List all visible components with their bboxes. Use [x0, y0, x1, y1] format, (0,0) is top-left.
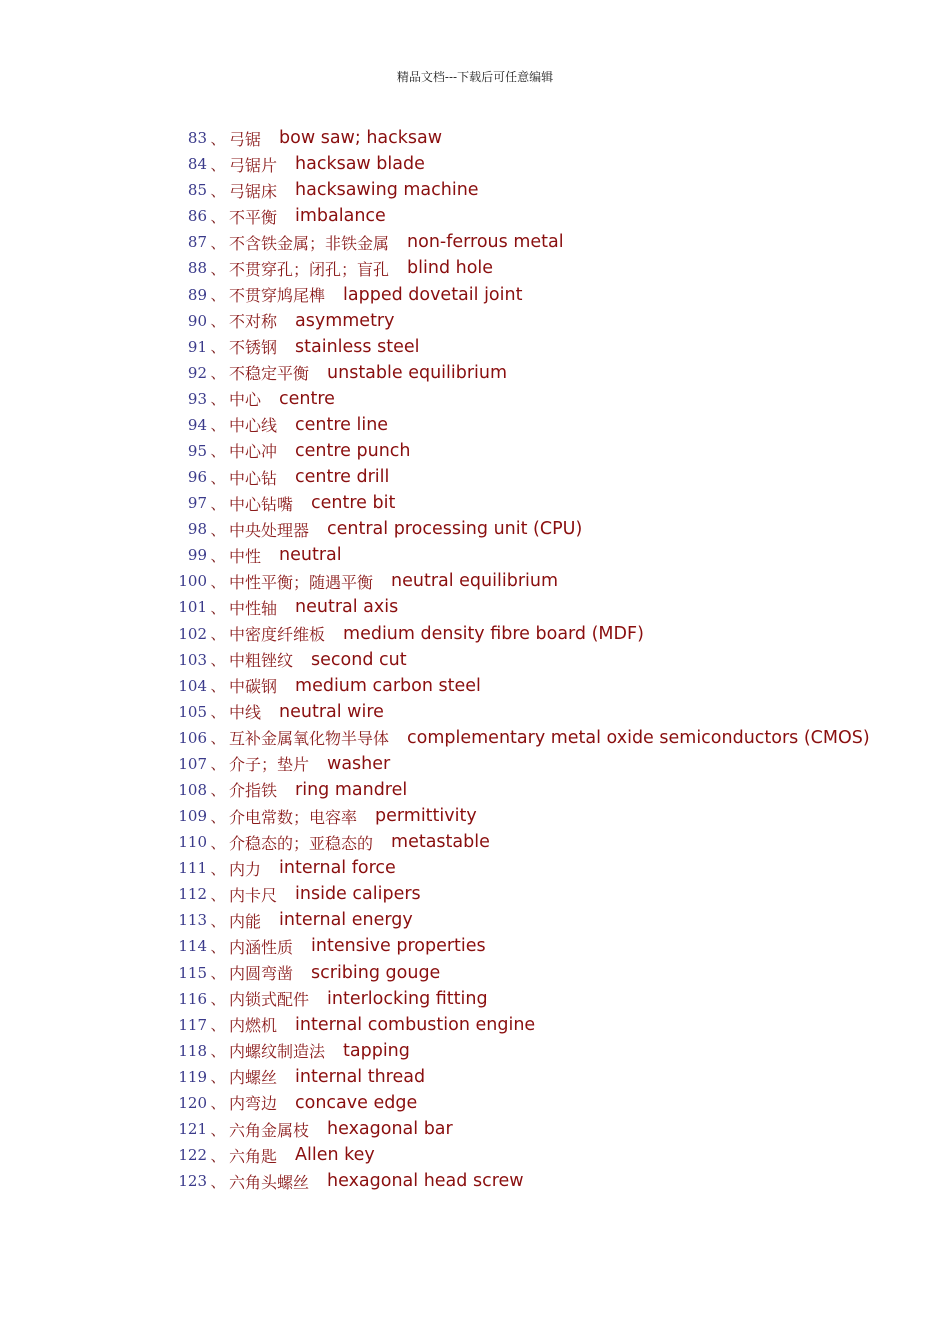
entry-number: 95 [187, 441, 207, 460]
entry-chinese-term: 不对称 [229, 312, 278, 332]
entry-chinese-term: 六角金属枝 [229, 1120, 310, 1140]
entry-english-term: asymmetry [295, 310, 395, 331]
entry-chinese-term: 中密度纤维板 [229, 625, 326, 645]
entry-chinese-term: 介指铁 [229, 781, 278, 801]
entry-english-term: neutral axis [295, 597, 399, 618]
entry-separator: 、 [210, 755, 226, 774]
entry-chinese-term: 内力 [229, 859, 262, 879]
entry-number: 116 [178, 989, 207, 1008]
entry-chinese-term: 不稳定平衡 [229, 364, 310, 384]
entry-chinese-term: 弓锯片 [229, 155, 278, 175]
entry-separator: 、 [210, 729, 226, 748]
glossary-entry [0, 673, 950, 699]
entry-number: 96 [187, 468, 207, 487]
entry-english-term: metastable [391, 832, 490, 853]
entry-english-term: internal combustion engine [295, 1014, 536, 1035]
entry-number: 121 [178, 1120, 207, 1138]
entry-english-term: internal force [279, 858, 396, 879]
entry-english-term: centre line [295, 414, 389, 435]
glossary-entry [0, 386, 950, 412]
entry-chinese-term: 内涵性质 [229, 937, 294, 957]
entry-english-term: interlocking fitting [327, 988, 488, 1009]
entry-number: 122 [178, 1146, 207, 1165]
entry-number: 123 [178, 1172, 207, 1191]
entry-english-term: stainless steel [295, 336, 420, 357]
entry-chinese-term: 内卡尺 [229, 885, 278, 905]
glossary-entry [0, 960, 950, 986]
entry-chinese-term: 中心钻 [229, 468, 278, 488]
entry-separator: 、 [210, 807, 226, 826]
entry-number: 120 [178, 1093, 207, 1112]
entry-number: 88 [187, 259, 207, 278]
glossary-entry [0, 490, 950, 516]
glossary-entry [0, 568, 950, 594]
entry-chinese-term: 中心线 [229, 416, 278, 436]
entry-number: 92 [187, 363, 207, 382]
entry-separator: 、 [210, 937, 226, 956]
entry-separator: 、 [210, 1094, 226, 1113]
entry-separator: 、 [210, 911, 226, 930]
entry-chinese-term: 中性平衡；随遇平衡 [229, 572, 374, 592]
entry-separator: 、 [210, 312, 226, 331]
glossary-entry [0, 1168, 950, 1194]
entry-number: 99 [187, 546, 207, 565]
entry-chinese-term: 不平衡 [229, 207, 278, 227]
entry-english-term: non-ferrous metal [407, 232, 564, 253]
entry-number: 113 [178, 911, 207, 930]
entry-number: 90 [187, 311, 207, 330]
entry-english-term: blind hole [407, 258, 494, 279]
entry-english-term: medium density fibre board (MDF) [343, 623, 644, 644]
entry-chinese-term: 弓锯床 [229, 181, 278, 201]
entry-separator: 、 [210, 781, 226, 800]
entry-number: 98 [187, 520, 207, 539]
entry-english-term: hacksawing machine [295, 180, 479, 201]
entry-number: 93 [187, 389, 207, 408]
entry-separator: 、 [210, 442, 226, 461]
entry-chinese-term: 互补金属氧化物半导体 [229, 729, 390, 749]
entry-number: 108 [178, 780, 207, 799]
entry-separator: 、 [210, 1172, 226, 1191]
entry-number: 112 [178, 885, 207, 904]
page-header: 精品文档---下载后可任意编辑 [396, 70, 554, 84]
entry-separator: 、 [210, 181, 226, 200]
entry-english-term: imbalance [295, 206, 386, 227]
glossary-entry [0, 1142, 950, 1168]
entry-english-term: neutral wire [279, 701, 384, 722]
entry-english-term: hexagonal head screw [327, 1171, 524, 1192]
glossary-entry [0, 1012, 950, 1038]
entry-chinese-term: 中心冲 [229, 442, 278, 462]
entry-number: 114 [178, 937, 207, 956]
glossary-entry [0, 464, 950, 490]
entry-number: 91 [187, 337, 207, 356]
entry-english-term: intensive properties [311, 936, 486, 957]
entry-separator: 、 [210, 1120, 226, 1139]
glossary-entry [0, 542, 950, 568]
entry-separator: 、 [210, 1042, 226, 1061]
entry-separator: 、 [210, 233, 226, 252]
glossary-entry [0, 881, 950, 907]
entry-separator: 、 [210, 651, 226, 670]
entry-chinese-term: 内燃机 [229, 1016, 278, 1036]
entry-number: 94 [187, 415, 207, 434]
entry-chinese-term: 内螺丝 [229, 1068, 278, 1088]
glossary-entry [0, 855, 950, 881]
entry-chinese-term: 内能 [229, 911, 262, 931]
entry-number: 106 [178, 728, 207, 747]
entry-english-term: lapped dovetail joint [343, 284, 523, 305]
glossary-entry [0, 203, 950, 229]
glossary-entry [0, 620, 950, 646]
entry-english-term: internal thread [295, 1066, 426, 1087]
entry-separator: 、 [210, 546, 226, 565]
glossary-entry [0, 360, 950, 386]
entry-english-term: central processing unit (CPU) [327, 519, 583, 540]
entry-separator: 、 [210, 468, 226, 487]
entry-number: 107 [178, 754, 207, 773]
entry-chinese-term: 中性 [229, 546, 262, 566]
entry-number: 110 [178, 833, 207, 852]
entry-english-term: hexagonal bar [327, 1119, 453, 1139]
entry-chinese-term: 介子；垫片 [229, 755, 310, 775]
entry-chinese-term: 中央处理器 [229, 520, 310, 540]
glossary-entry [0, 829, 950, 855]
entry-chinese-term: 中性轴 [229, 598, 278, 618]
entry-chinese-term: 弓锯 [229, 129, 262, 149]
entry-number: 111 [178, 859, 207, 878]
entry-chinese-term: 中心 [229, 390, 262, 410]
glossary-entry [0, 699, 950, 725]
entry-separator: 、 [210, 859, 226, 878]
entry-english-term: medium carbon steel [295, 675, 481, 696]
entry-separator: 、 [210, 833, 226, 852]
glossary-entry [0, 151, 950, 177]
entry-english-term: Allen key [295, 1145, 375, 1166]
entry-chinese-term: 介电常数；电容率 [229, 807, 358, 827]
entry-number: 100 [178, 572, 207, 591]
entry-english-term: permittivity [375, 806, 477, 827]
glossary-entry [0, 125, 950, 151]
glossary-entry [0, 647, 950, 673]
entry-chinese-term: 六角匙 [229, 1146, 278, 1166]
entry-number: 102 [178, 624, 207, 643]
entry-english-term: neutral equilibrium [391, 571, 559, 592]
entry-english-term: centre [279, 388, 335, 409]
entry-english-term: centre punch [295, 440, 411, 461]
entry-separator: 、 [210, 703, 226, 722]
entry-english-term: concave edge [295, 1092, 418, 1113]
glossary-entry [0, 412, 950, 438]
glossary-entry [0, 438, 950, 464]
glossary-entry [0, 281, 950, 307]
entry-chinese-term: 不贯穿鸠尾榫 [229, 286, 326, 305]
entry-separator: 、 [210, 155, 226, 174]
glossary-entry [0, 1090, 950, 1116]
entry-number: 86 [187, 207, 207, 226]
entry-separator: 、 [210, 1068, 226, 1087]
entry-english-term: unstable equilibrium [327, 362, 508, 383]
entry-chinese-term: 中粗锉纹 [229, 651, 294, 671]
entry-number: 104 [178, 676, 207, 695]
glossary-entry [0, 229, 950, 255]
entry-number: 89 [187, 285, 207, 304]
glossary-entry [0, 177, 950, 203]
entry-number: 101 [178, 598, 207, 617]
entry-number: 103 [178, 650, 207, 669]
entry-number: 115 [178, 963, 207, 982]
entry-chinese-term: 中碳钢 [229, 677, 278, 697]
glossary-list [0, 125, 950, 1194]
entry-chinese-term: 内锁式配件 [229, 990, 310, 1010]
entry-separator: 、 [210, 572, 226, 591]
entry-number: 85 [187, 181, 207, 200]
glossary-entry [0, 1038, 950, 1064]
entry-number: 105 [178, 702, 207, 721]
glossary-entry [0, 751, 950, 777]
entry-separator: 、 [210, 416, 226, 435]
entry-number: 97 [187, 494, 207, 513]
entry-separator: 、 [210, 885, 226, 904]
glossary-entry [0, 594, 950, 620]
glossary-entry [0, 803, 950, 829]
entry-english-term: complementary metal oxide semiconductors (CMOS) [407, 727, 870, 748]
glossary-entry [0, 255, 950, 281]
entry-separator: 、 [210, 677, 226, 696]
entry-separator: 、 [210, 598, 226, 617]
entry-number: 83 [187, 129, 207, 148]
entry-english-term: inside calipers [295, 884, 421, 905]
entry-separator: 、 [210, 207, 226, 226]
entry-number: 84 [187, 155, 207, 174]
entry-chinese-term: 不贯穿孔；闭孔；盲孔 [229, 259, 390, 279]
glossary-entry [0, 334, 950, 360]
entry-number: 119 [178, 1067, 207, 1086]
entry-separator: 、 [210, 625, 226, 644]
entry-english-term: centre bit [311, 493, 396, 514]
entry-english-term: scribing gouge [311, 962, 441, 983]
entry-english-term: internal energy [279, 910, 413, 931]
entry-chinese-term: 不锈钢 [229, 338, 278, 358]
entry-separator: 、 [210, 494, 226, 513]
entry-separator: 、 [210, 964, 226, 983]
entry-chinese-term: 内螺纹制造法 [229, 1042, 326, 1062]
entry-separator: 、 [210, 390, 226, 409]
entry-separator: 、 [210, 259, 226, 278]
entry-separator: 、 [210, 990, 226, 1009]
glossary-entry [0, 1116, 950, 1142]
entry-english-term: hacksaw blade [295, 154, 425, 175]
entry-english-term: bow saw; hacksaw [279, 128, 443, 149]
entry-english-term: second cut [311, 649, 407, 670]
entry-number: 118 [178, 1041, 207, 1060]
glossary-entry [0, 907, 950, 933]
glossary-entry [0, 1064, 950, 1090]
entry-separator: 、 [210, 1146, 226, 1165]
entry-chinese-term: 中心钻嘴 [229, 494, 294, 514]
entry-english-term: tapping [343, 1040, 410, 1061]
entry-separator: 、 [210, 520, 226, 539]
entry-number: 109 [178, 807, 207, 826]
entry-chinese-term: 内弯边 [229, 1094, 278, 1114]
entry-separator: 、 [210, 286, 226, 304]
entry-number: 117 [178, 1015, 207, 1034]
glossary-entry [0, 986, 950, 1012]
entry-chinese-term: 中线 [229, 703, 262, 723]
entry-chinese-term: 内圆弯凿 [229, 964, 294, 984]
entry-english-term: centre drill [295, 467, 390, 488]
entry-number: 87 [187, 233, 207, 252]
glossary-entry [0, 725, 950, 751]
entry-english-term: ring mandrel [295, 779, 408, 800]
entry-separator: 、 [210, 338, 226, 357]
glossary-entry [0, 308, 950, 334]
glossary-entry [0, 933, 950, 959]
entry-english-term: washer [327, 753, 391, 774]
entry-english-term: neutral [279, 545, 342, 566]
entry-chinese-term: 介稳态的；亚稳态的 [229, 833, 374, 853]
entry-chinese-term: 六角头螺丝 [229, 1172, 310, 1192]
entry-separator: 、 [210, 129, 226, 148]
entry-separator: 、 [210, 1016, 226, 1035]
entry-separator: 、 [210, 364, 226, 383]
entry-chinese-term: 不含铁金属；非铁金属 [229, 233, 390, 253]
glossary-entry [0, 516, 950, 542]
glossary-entry [0, 777, 950, 803]
